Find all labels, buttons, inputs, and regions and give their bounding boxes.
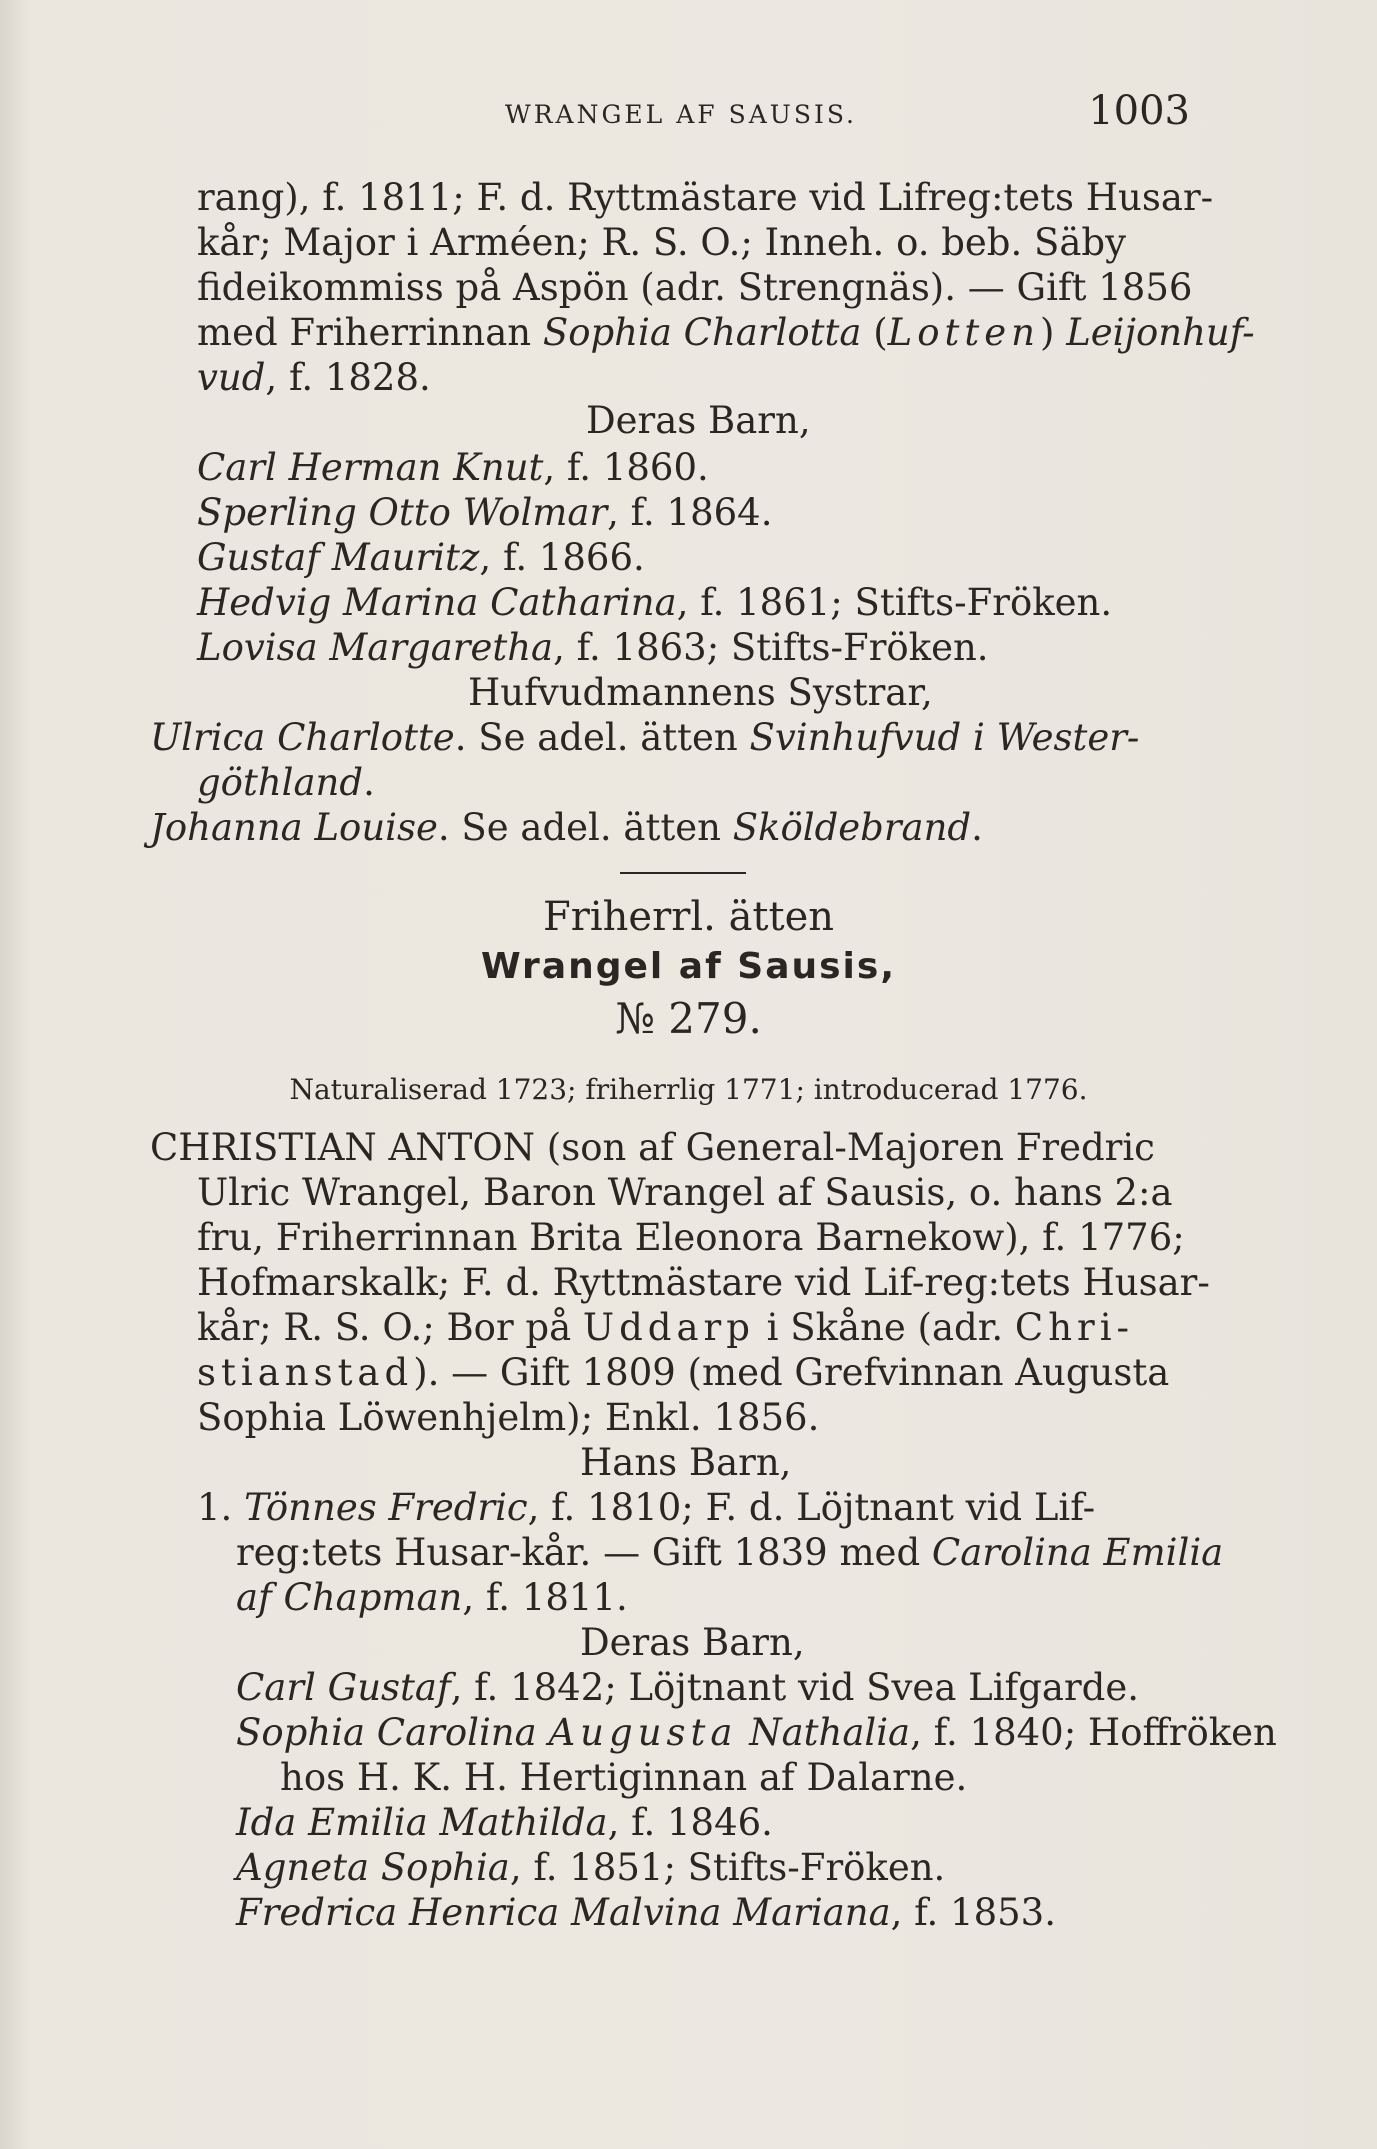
family-number: № 279. [615,994,762,1043]
child-entry: Sperling Otto Wolmar, f. 1864. [197,491,773,534]
child-entry: Gustaf Mauritz, f. 1866. [197,536,645,579]
running-title: WRANGEL AF SAUSIS. [505,100,857,129]
grandchild-entry: Agneta Sophia, f. 1851; Stifts-Fröken. [236,1846,946,1889]
text-line: fideikommiss på Aspön (adr. Strengnäs). — Gift 1856 [197,266,1193,309]
text-line: kår; Major i Arméen; R. S. O.; Inneh. o. beb. Säby [197,221,1127,264]
entry-line: stianstad). — Gift 1809 (med Grefvinnan Augusta [197,1351,1170,1394]
grandchild-entry-cont: hos H. K. H. Hertiginnan af Dalarne. [280,1756,968,1799]
sister-entry: Ulrica Charlotte. Se adel. ätten Svinhufvud i Wester- [150,716,1140,759]
entry-line: kår; R. S. O.; Bor på Uddarp i Skåne (adr. Chri- [197,1306,1135,1349]
son-entry-cont: af Chapman, f. 1811. [236,1576,628,1619]
introduction-note: Naturaliserad 1723; friherrlig 1771; introducerad 1776. [289,1073,1088,1106]
family-name: Wrangel af Sausis, [480,946,897,987]
text-line: rang), f. 1811; F. d. Ryttmästare vid Lifreg:tets Husar- [197,176,1214,219]
subheading: Deras Barn, [580,1621,805,1664]
sister-entry: Johanna Louise. Se adel. ätten Sköldebrand. [150,806,983,849]
grandchild-entry: Sophia Carolina Augusta Nathalia, f. 1840; Hoffröken [236,1711,1277,1754]
entry-line: Ulric Wrangel, Baron Wrangel af Sausis, o. hans 2:a [197,1171,1173,1214]
page-number: 1003 [1088,88,1190,134]
grandchild-entry: Carl Gustaf, f. 1842; Löjtnant vid Svea Lifgarde. [236,1666,1140,1709]
running-head [150,88,1190,138]
subheading: Hufvudmannens Systrar, [468,671,933,714]
text-line: vud, f. 1828. [197,356,431,399]
section-divider [620,872,746,874]
entry-line: Sophia Löwenhjelm); Enkl. 1856. [197,1396,820,1439]
entry-line: Hofmarskalk; F. d. Ryttmästare vid Lif-reg:tets Husar- [197,1261,1210,1304]
grandchild-entry: Fredrica Henrica Malvina Mariana, f. 1853. [236,1891,1056,1934]
son-entry: 1. Tönnes Fredric, f. 1810; F. d. Löjtnant vid Lif- [197,1486,1096,1529]
grandchild-entry: Ida Emilia Mathilda, f. 1846. [236,1801,773,1844]
family-label: Friherrl. ätten [543,894,834,940]
entry-line: CHRISTIAN ANTON (son af General-Majoren Fredric [150,1126,1155,1169]
child-entry: Lovisa Margaretha, f. 1863; Stifts-Fröken. [197,626,989,669]
son-entry-cont: reg:tets Husar-kår. — Gift 1839 med Carolina Emilia [236,1531,1224,1574]
subheading: Hans Barn, [580,1441,792,1484]
text-line: med Friherrinnan Sophia Charlotta (Lotten) Leijonhuf- [197,311,1255,354]
child-entry: Carl Herman Knut, f. 1860. [197,446,709,489]
child-entry: Hedvig Marina Catharina, f. 1861; Stifts-Fröken. [197,581,1113,624]
entry-line: fru, Friherrinnan Brita Eleonora Barnekow), f. 1776; [197,1216,1185,1259]
sister-entry-cont: göthland. [197,761,375,804]
subheading: Deras Barn, [586,399,811,442]
